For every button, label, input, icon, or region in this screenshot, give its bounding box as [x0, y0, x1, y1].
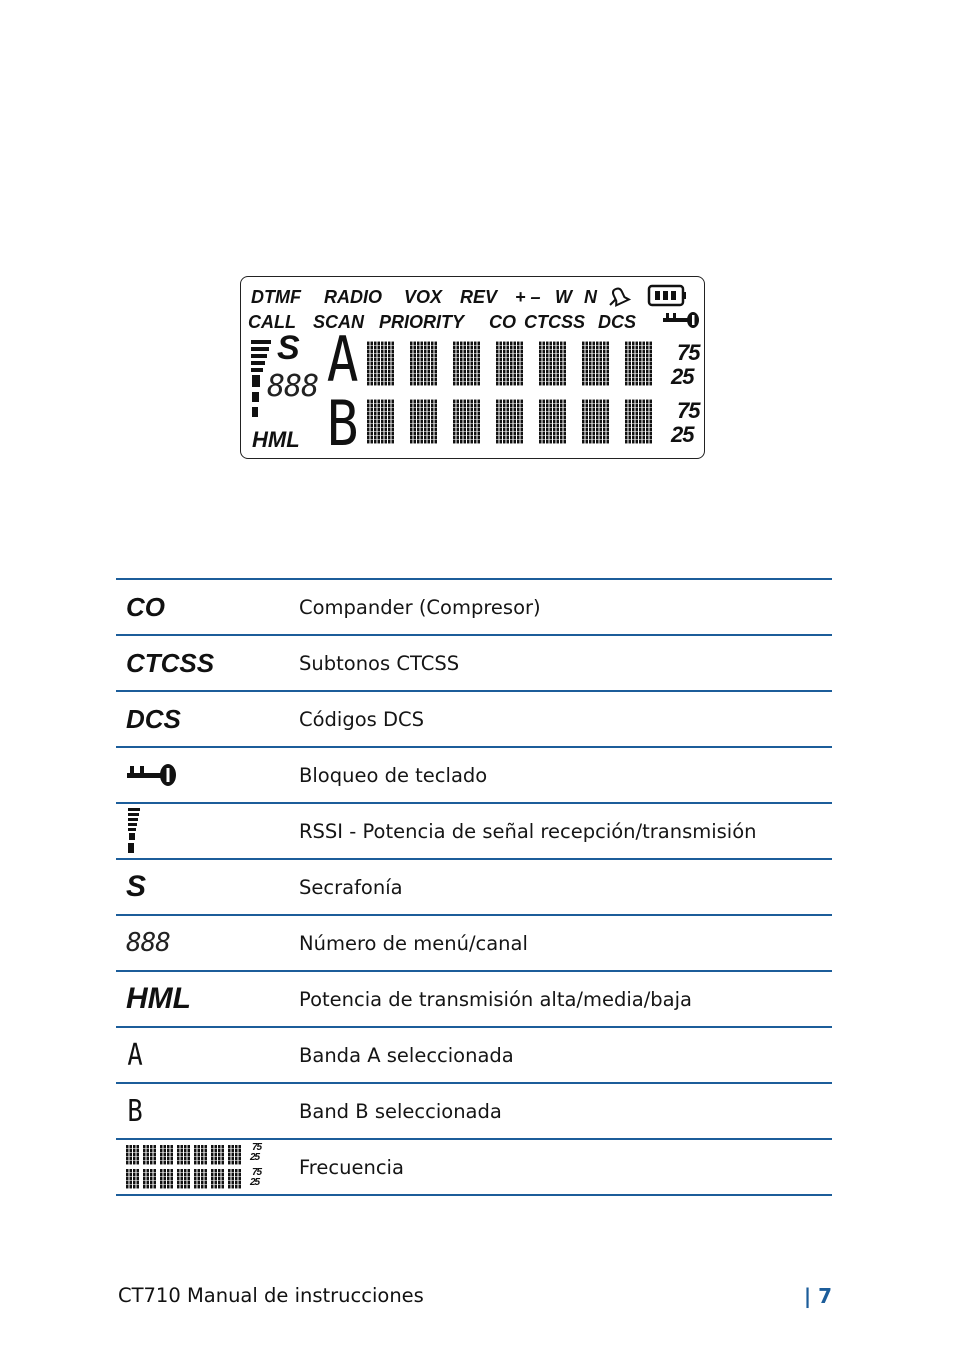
footer-page-number: | 7 [803, 1284, 832, 1308]
lcd-rev-label: REV [460, 287, 498, 307]
key-lock-icon [662, 310, 702, 330]
row-description: Banda A seleccionada [299, 1044, 514, 1067]
row-description: Bloqueo de teclado [299, 764, 488, 787]
table-row [116, 636, 832, 692]
lcd-band-a: A [326, 323, 359, 396]
frequency-segments-icon [126, 1143, 266, 1191]
lcd-narrow-label: N [584, 287, 597, 307]
table-row [116, 860, 832, 916]
lcd-co-label: CO [489, 312, 516, 332]
signal-bars-icon [126, 807, 146, 855]
lcd-priority-label: PRIORITY [379, 312, 465, 332]
lcd-channel-digits: 888 [267, 369, 319, 404]
row-description: RSSI - Potencia de señal recepción/transmisión [299, 820, 757, 843]
band-b-symbol: B [127, 1093, 143, 1129]
lcd-call-label: CALL [248, 312, 296, 332]
lcd-band-b: B [326, 387, 359, 460]
lcd-display-illustration [240, 276, 705, 459]
hml-symbol: HML [126, 982, 191, 1015]
s-symbol: S [126, 870, 147, 903]
co-symbol: CO [126, 591, 165, 622]
row-description: Band B seleccionada [299, 1100, 502, 1123]
row-description: Compander (Compresor) [299, 596, 541, 619]
bell-icon [607, 285, 633, 309]
lcd-vox-label: VOX [404, 287, 443, 307]
lcd-s-label: S [277, 329, 300, 367]
table-row [116, 748, 832, 804]
lcd-dtmf-label: DTMF [251, 287, 301, 307]
lcd-suffix-75-a: 75 [677, 340, 700, 365]
table-row [116, 804, 832, 860]
row-description: Códigos DCS [299, 708, 425, 731]
table-row [116, 916, 832, 972]
ctcss-symbol: CTCSS [126, 647, 215, 678]
freq-suffix: 25 [250, 1177, 260, 1188]
row-description: Número de menú/canal [299, 932, 528, 955]
channel-number-symbol: 888 [126, 928, 170, 958]
table-row [116, 1140, 832, 1196]
battery-icon [646, 283, 688, 309]
freq-suffix: 75 [252, 1142, 262, 1153]
table-row [116, 972, 832, 1028]
row-description: Frecuencia [299, 1156, 404, 1179]
dcs-symbol: DCS [126, 703, 181, 734]
lcd-suffix-25-a: 25 [671, 364, 694, 389]
row-description: Secrafonía [299, 876, 403, 899]
lcd-hml-label: HML [252, 427, 300, 452]
footer-manual-title: CT710 Manual de instrucciones [118, 1284, 424, 1307]
key-icon [126, 763, 178, 787]
table-row [116, 580, 832, 636]
lcd-scan-label: SCAN [313, 312, 365, 332]
lcd-dcs-label: DCS [598, 312, 637, 332]
row-description: Potencia de transmisión alta/media/baja [299, 988, 692, 1011]
table-row [116, 692, 832, 748]
lcd-suffix-25-b: 25 [671, 422, 694, 447]
lcd-offset-label: + – [515, 287, 541, 307]
freq-suffix: 25 [250, 1152, 260, 1163]
table-row [116, 1028, 832, 1084]
lcd-wide-label: W [555, 287, 572, 307]
lcd-radio-label: RADIO [324, 287, 382, 307]
band-a-symbol: A [127, 1037, 143, 1073]
lcd-ctcss-label: CTCSS [524, 312, 586, 332]
lcd-suffix-75-b: 75 [677, 398, 700, 423]
symbol-table [116, 578, 832, 1196]
table-row [116, 1084, 832, 1140]
freq-suffix: 75 [252, 1167, 262, 1178]
row-description: Subtonos CTCSS [299, 652, 460, 675]
